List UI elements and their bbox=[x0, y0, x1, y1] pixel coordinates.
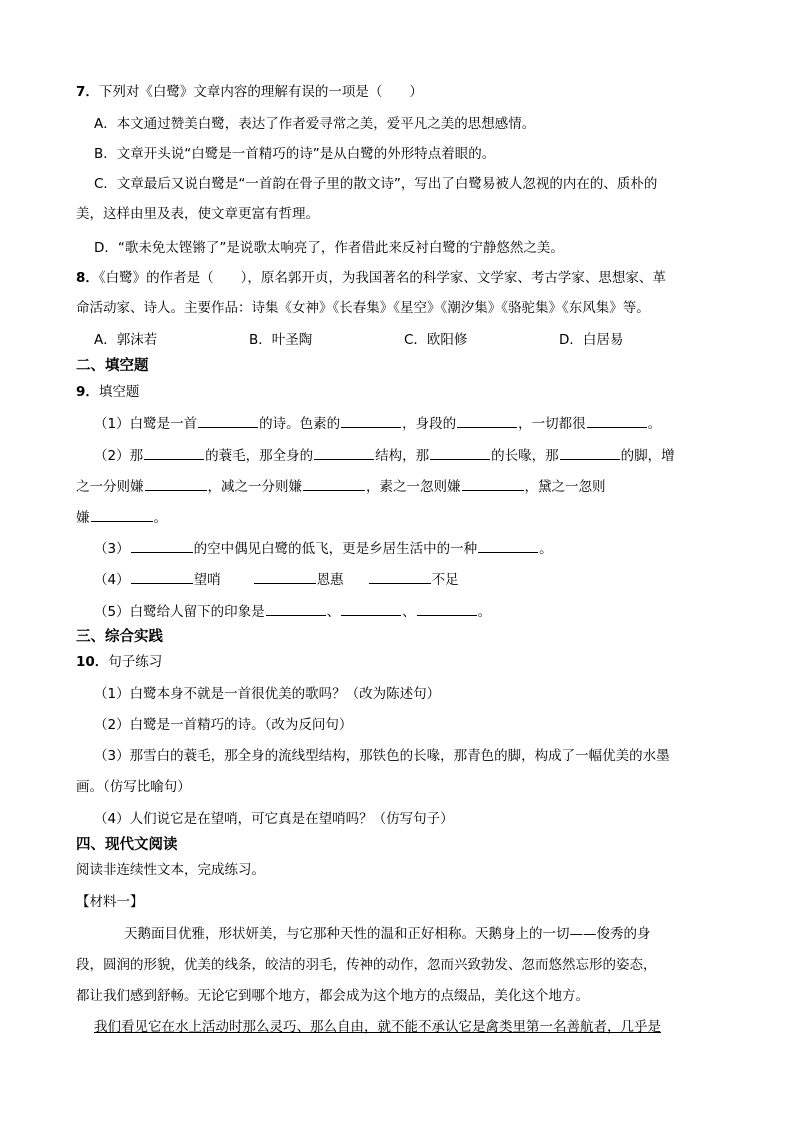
question-stem: 填空题 bbox=[98, 384, 140, 400]
answer-blank[interactable] bbox=[303, 476, 365, 491]
option-c: C．文章最后又说白鹭是“一首韵在骨子里的散文诗”，写出了白鹭易被人忽视的内在的、质朴的 bbox=[94, 176, 658, 192]
option-d: D．白居易 bbox=[559, 332, 624, 348]
option-d: D．“歌未免太铿锵了”是说歌太响亮了，作者借此来反衬白鹭的宁静悠然之美。 bbox=[94, 240, 564, 256]
reading-paragraph-line: 天鹅面目优雅，形状妍美，与它那种天性的温和正好相称。天鹅身上的一切——俊秀的身 bbox=[124, 926, 651, 942]
reading-paragraph-line: 段，圆润的形貌，优美的线条，皎洁的羽毛，传神的动作，忽而兴致勃发、忽而悠然忘形的姿态， bbox=[76, 957, 657, 973]
section-heading: 二、填空题 bbox=[76, 358, 149, 374]
answer-blank[interactable] bbox=[341, 601, 401, 616]
answer-blank[interactable] bbox=[145, 476, 207, 491]
answer-blank[interactable] bbox=[417, 601, 477, 616]
fill-item-5: （5）白鹭给人留下的印象是 、 、 。 bbox=[94, 601, 491, 622]
option-b: B．文章开头说“白鹭是一首精巧的诗”是从白鹭的外形特点着眼的。 bbox=[94, 146, 496, 162]
fill-item-2: （2）那 的蓑毛，那全身的 结构，那 的长喙，那 的脚，增 bbox=[94, 445, 675, 466]
answer-blank[interactable] bbox=[254, 569, 316, 584]
option-b: B．叶圣陶 bbox=[249, 332, 313, 348]
question-8-options bbox=[94, 330, 714, 350]
answer-blank[interactable] bbox=[457, 413, 517, 428]
answer-blank[interactable] bbox=[314, 445, 374, 460]
answer-blank[interactable] bbox=[430, 445, 490, 460]
fill-item-2-cont: 之一分则嫌 ，减之一分则嫌 ，素之一忽则嫌 ，黛之一忽则 bbox=[76, 476, 606, 497]
option-c: C．欧阳修 bbox=[404, 332, 468, 348]
fill-item-2-cont: 嫌 。 bbox=[76, 507, 167, 528]
question-8-cont: 命活动家、诗人。主要作品：诗集《女神》《长春集》《星空》《潮汐集》《骆驼集》《东风集》等。 bbox=[76, 300, 650, 316]
answer-blank[interactable] bbox=[266, 601, 326, 616]
sentence-item-1: （1）白鹭本身不就是一首很优美的歌吗？（改为陈述句） bbox=[94, 686, 441, 702]
section-heading: 三、综合实践 bbox=[76, 629, 163, 645]
option-a: A．郭沫若 bbox=[94, 332, 158, 348]
material-label: 【材料一】 bbox=[76, 894, 144, 910]
underlined-sentence: 我们看见它在水上活动时那么灵巧、那么自由，就不能不承认它是禽类里第一名善航者，几乎是 bbox=[94, 1019, 661, 1035]
question-9 bbox=[76, 382, 139, 402]
option-a: A．本文通过赞美白鹭，表达了作者爱寻常之美，爱平凡之美的思想感情。 bbox=[94, 116, 536, 132]
fill-item-4: （4） 望哨 恩惠 不足 bbox=[94, 569, 459, 590]
reading-paragraph-line: 都让我们感到舒畅。无论它到哪个地方，都会成为这个地方的点缀品，美化这个地方。 bbox=[76, 988, 589, 1004]
answer-blank[interactable] bbox=[91, 507, 153, 522]
question-number: 7． bbox=[76, 84, 99, 100]
answer-blank[interactable] bbox=[131, 538, 193, 553]
question-stem: 《白鹭》的作者是（ ），原名郭开贞，为我国著名的科学家、文学家、考古学家、思想家、革 bbox=[98, 270, 666, 286]
answer-blank[interactable] bbox=[369, 569, 431, 584]
sentence-item-3-cont: 画。（仿写比喻句） bbox=[76, 779, 191, 795]
sentence-item-3: （3）那雪白的蓑毛，那全身的流线型结构，那铁色的长喙，那青色的脚，构成了一幅优美的水墨 bbox=[94, 748, 670, 764]
question-number: 8． bbox=[76, 270, 99, 286]
question-stem: 句子练习 bbox=[108, 654, 163, 670]
option-c-cont: 美，这样由里及表，使文章更富有哲理。 bbox=[76, 206, 319, 222]
question-8 bbox=[76, 268, 666, 288]
fill-item-1: （1）白鹭是一首 的诗。色素的 ，身段的 ，一切都很 。 bbox=[94, 413, 661, 434]
answer-blank[interactable] bbox=[198, 413, 258, 428]
question-number: 10． bbox=[76, 654, 109, 670]
answer-blank[interactable] bbox=[144, 445, 204, 460]
answer-blank[interactable] bbox=[478, 538, 538, 553]
answer-blank[interactable] bbox=[560, 445, 620, 460]
sentence-item-4: （4）人们说它是在望哨，可它真是在望哨吗？（仿写句子） bbox=[94, 811, 454, 827]
section-heading: 四、现代文阅读 bbox=[76, 837, 178, 853]
question-7 bbox=[76, 82, 423, 102]
sentence-item-2: （2）白鹭是一首精巧的诗。（改为反问句） bbox=[94, 717, 353, 733]
answer-blank[interactable] bbox=[587, 413, 647, 428]
question-number: 9． bbox=[76, 384, 99, 400]
answer-blank[interactable] bbox=[462, 476, 524, 491]
answer-blank[interactable] bbox=[131, 569, 193, 584]
answer-blank[interactable] bbox=[341, 413, 401, 428]
reading-intro: 阅读非连续性文本，完成练习。 bbox=[76, 862, 265, 878]
question-stem: 下列对《白鹭》文章内容的理解有误的一项是（ ） bbox=[98, 84, 423, 100]
fill-item-3: （3） 的空中偶见白鹭的低飞，更是乡居生活中的一种 。 bbox=[94, 538, 553, 559]
question-10 bbox=[76, 652, 162, 672]
